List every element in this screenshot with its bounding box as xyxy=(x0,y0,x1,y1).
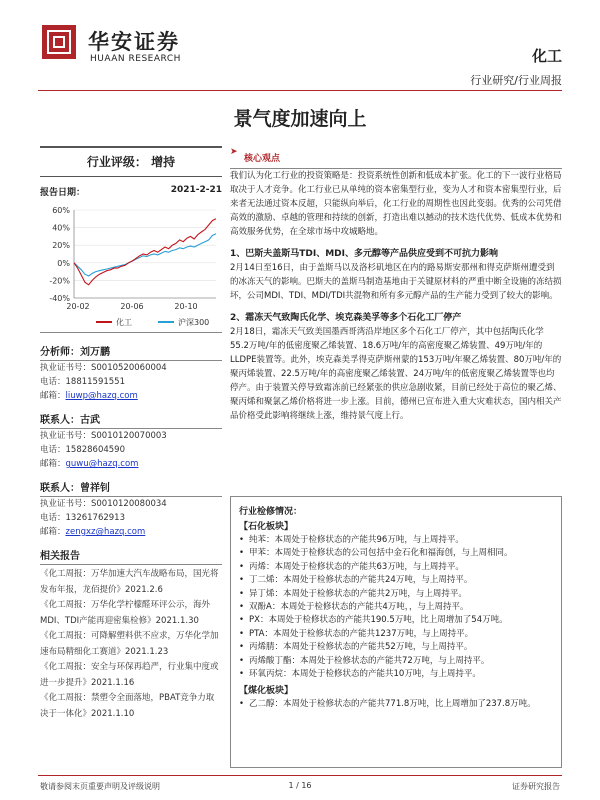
analyst-cert: 执业证书号：S0010120080034 xyxy=(40,499,167,509)
maintenance-title: 行业检修情况： xyxy=(239,507,303,517)
footer-label: 证券研究报告 xyxy=(512,782,560,791)
analyst-email-row xyxy=(40,525,222,539)
left-column xyxy=(40,146,222,722)
maintenance-item: • 丙烯：本周处于检修状态的产能共63万吨，与上周持平。 xyxy=(239,561,553,574)
report-date-value: 2021-2-21 xyxy=(170,185,222,195)
performance-chart xyxy=(40,204,222,333)
arrow-icon: ➤ xyxy=(230,147,238,157)
analyst-name: 分析师：刘万鹏 xyxy=(40,343,222,361)
maintenance-item: • 丙烯酸丁酯：本周处于检修状态的产能共72万吨，与上周持平。 xyxy=(239,655,553,668)
coal-list xyxy=(231,698,561,711)
analyst-phone: 电话：18811591551 xyxy=(40,377,125,387)
related-report-item[interactable]: 《化工周报：万华加速大汽车战略布局，国光将发布年报，龙佰提价》2021.2.6 xyxy=(40,569,219,595)
email-label: 邮箱： xyxy=(40,459,66,469)
analyst-name: 联系人：曾祥钊 xyxy=(40,479,222,497)
maintenance-item: • 丁二烯：本周处于检修状态的产能共24万吨，与上周持平。 xyxy=(239,574,553,587)
analyst-email-row xyxy=(40,457,222,471)
related-reports-title: 相关报告 xyxy=(40,547,222,565)
analyst-phone: 电话：13261762913 xyxy=(40,513,125,523)
section-1-paragraph: 2月14日至16日，由于盖斯马以及洛杉矶地区在内的路易斯安那州和得克萨斯州遭受到的冰冻天气的影响。巴斯夫的盖斯马制造基地由于关键原材料的严重中断全设施的冻结损坏，公司MDI、TDI、MDI/TDI共混物和所有多元醇产品的生产能力受到了较大的影响。 xyxy=(230,263,562,301)
maintenance-item: • PTA：本周处于检修状态的产能共1237万吨，与上周持平。 xyxy=(239,628,553,641)
brand-name-en: HUAAN RESEARCH xyxy=(90,54,181,64)
email-label: 邮箱： xyxy=(40,527,66,537)
y-tick-label: 60% xyxy=(52,206,70,215)
page-title: 景气度加速向上 xyxy=(233,108,367,130)
brand-name-cn: 华安证券 xyxy=(88,29,180,54)
analyst-email-link[interactable]: liuwp@hazq.com xyxy=(65,391,138,401)
y-tick-label: 40% xyxy=(52,223,70,233)
analyst-email-row xyxy=(40,389,222,403)
y-tick-label: -40% xyxy=(49,294,70,303)
maintenance-item: • PX：本周处于检修状态的产能共190.5万吨，比上周增加了54万吨。 xyxy=(239,614,553,627)
legend-label: 化工 xyxy=(116,318,132,327)
analyst-list xyxy=(40,343,222,539)
maintenance-item: • 丙烯腈：本周处于检修状态的产能共52万吨，与上周持平。 xyxy=(239,641,553,654)
x-tick-label: 20-02 xyxy=(66,302,90,311)
related-report-item[interactable]: 《化工周报：可降解塑料供不应求，万华化学加速布局精细化工赛道》2021.1.23 xyxy=(40,631,219,657)
right-column xyxy=(230,146,562,423)
series-line xyxy=(74,219,216,285)
related-report-item[interactable]: 《化工周报：安全与环保再趋严，行业集中度或进一步提升》2021.1.16 xyxy=(40,662,219,688)
header-divider xyxy=(38,90,562,91)
analyst-email-link[interactable]: zengxz@hazq.com xyxy=(65,527,146,537)
analyst-contact xyxy=(40,361,222,403)
industry-label: 化工 xyxy=(531,47,562,65)
analyst-phone: 电话：15828604590 xyxy=(40,445,125,455)
report-date-label: 报告日期： xyxy=(40,188,86,198)
coal-section-title: 【煤化板块】 xyxy=(239,686,294,697)
intro-paragraph: 我们认为化工行业的投资策略是：投资系统性创新和低成本扩张。化工的下一波行业格局取决于人才竞争。化工行业已从单纯的资本密集型行业，变为人才和资本密集型行业，后来者无法通过资本反超，只能纵向举后，化工行业的周期性也因此变弱。优秀的公司凭借高效的激励、卓越的管理和持续的创新，打造出难以撼动的技术迭代优势、低成本优势和高效服务优势，在全球市场中攻城略地。 xyxy=(230,171,562,237)
maintenance-item: • 环氧丙烷：本周处于检修状态的产能共10万吨，与上周持平。 xyxy=(239,668,553,681)
footer-disclaimer: 敬请参阅末页重要声明及评级说明 xyxy=(40,782,160,791)
maintenance-item: • 乙二醇：本周处于检修状态的产能共771.8万吨，比上周增加了237.8万吨。 xyxy=(239,698,553,711)
maintenance-item: • 异丁烯：本周处于检修状态的产能共2万吨，与上周持平。 xyxy=(239,588,553,601)
analyst-email-link[interactable]: guwu@hazq.com xyxy=(65,459,139,469)
key-points-heading: 核心观点 xyxy=(244,154,281,164)
analyst-cert: 执业证书号：S0010520060004 xyxy=(40,363,167,373)
section-2-heading: 2、霜冻天气致陶氏化学、埃克森美孚等多个石化工厂停产 xyxy=(230,313,462,323)
analyst-block xyxy=(40,343,222,403)
report-date-row xyxy=(40,185,222,198)
x-tick-label: 20-10 xyxy=(174,302,198,311)
industry-rating: 行业评级： 增持 xyxy=(40,146,222,177)
maintenance-item: • 甲苯：本周处于检修状态的公司包括中金石化和福海创，与上周相同。 xyxy=(239,547,553,560)
legend-label: 沪深300 xyxy=(178,318,210,327)
y-tick-label: 20% xyxy=(52,241,70,251)
petro-list xyxy=(231,534,561,681)
analyst-block xyxy=(40,411,222,471)
maintenance-item: • 双酚A：本周处于检修状态的产能共4万吨，，与上周持平。 xyxy=(239,601,553,614)
analyst-contact xyxy=(40,429,222,471)
y-tick-label: 0% xyxy=(57,258,70,268)
analyst-name: 联系人：古武 xyxy=(40,411,222,429)
maintenance-box xyxy=(230,496,562,768)
y-tick-label: -20% xyxy=(49,276,70,286)
report-type: 行业研究/行业周报 xyxy=(470,74,562,87)
section-2-paragraph: 2月18日，霜冻天气致美国墨西哥湾沿岸地区多个石化工厂停产，其中包括陶氏化学55.2万吨/年的低密度聚乙烯装置、18.6万吨/年的高密度聚乙烯装置、49万吨/年的LLDPE装置等。此外，埃克森美孚得克萨斯州蒙的153万吨/年聚乙烯装置、80万吨/年的聚丙烯装置、22.5万吨/年的高密度聚乙烯装置、24万吨/年的低密度聚乙烯装置等也均停产。由于装置关停导致霜冻前已经紧张的供应急剧收紧，目前已经处于高位的聚乙烯、聚丙烯和聚氯乙烯价格将进一步上涨。目前，德州已宣布进入重大灾难状态，国内相关产品价格受此影响将继续上涨，维持景气度上行。 xyxy=(230,327,562,421)
page-number: 1 / 16 xyxy=(288,781,312,790)
related-reports-list xyxy=(40,567,222,722)
performance-chart-svg xyxy=(40,204,222,332)
email-label: 邮箱： xyxy=(40,391,66,401)
maintenance-item: • 纯苯：本周处于检修状态的产能共96万吨，与上周持平。 xyxy=(239,534,553,547)
petro-section-title: 【石化板块】 xyxy=(239,522,294,532)
analyst-contact xyxy=(40,497,222,539)
huaan-logo-icon xyxy=(42,25,76,59)
analyst-cert: 执业证书号：S0010120070003 xyxy=(40,431,167,441)
x-tick-label: 20-06 xyxy=(120,302,144,311)
footer-divider xyxy=(38,775,562,776)
analyst-block xyxy=(40,479,222,539)
related-report-item[interactable]: 《化工周报：万华化学柠檬醛环评公示，海外MDI、TDI产能再迎密集检修》2021.1.30 xyxy=(40,600,211,626)
related-report-item[interactable]: 《化工周报：禁塑令全面落地，PBAT竞争力取决于一体化》2021.1.10 xyxy=(40,693,215,719)
section-1-heading: 1、巴斯夫盖斯马TDI、MDI、多元醇等产品供应受到不可抗力影响 xyxy=(230,249,498,259)
